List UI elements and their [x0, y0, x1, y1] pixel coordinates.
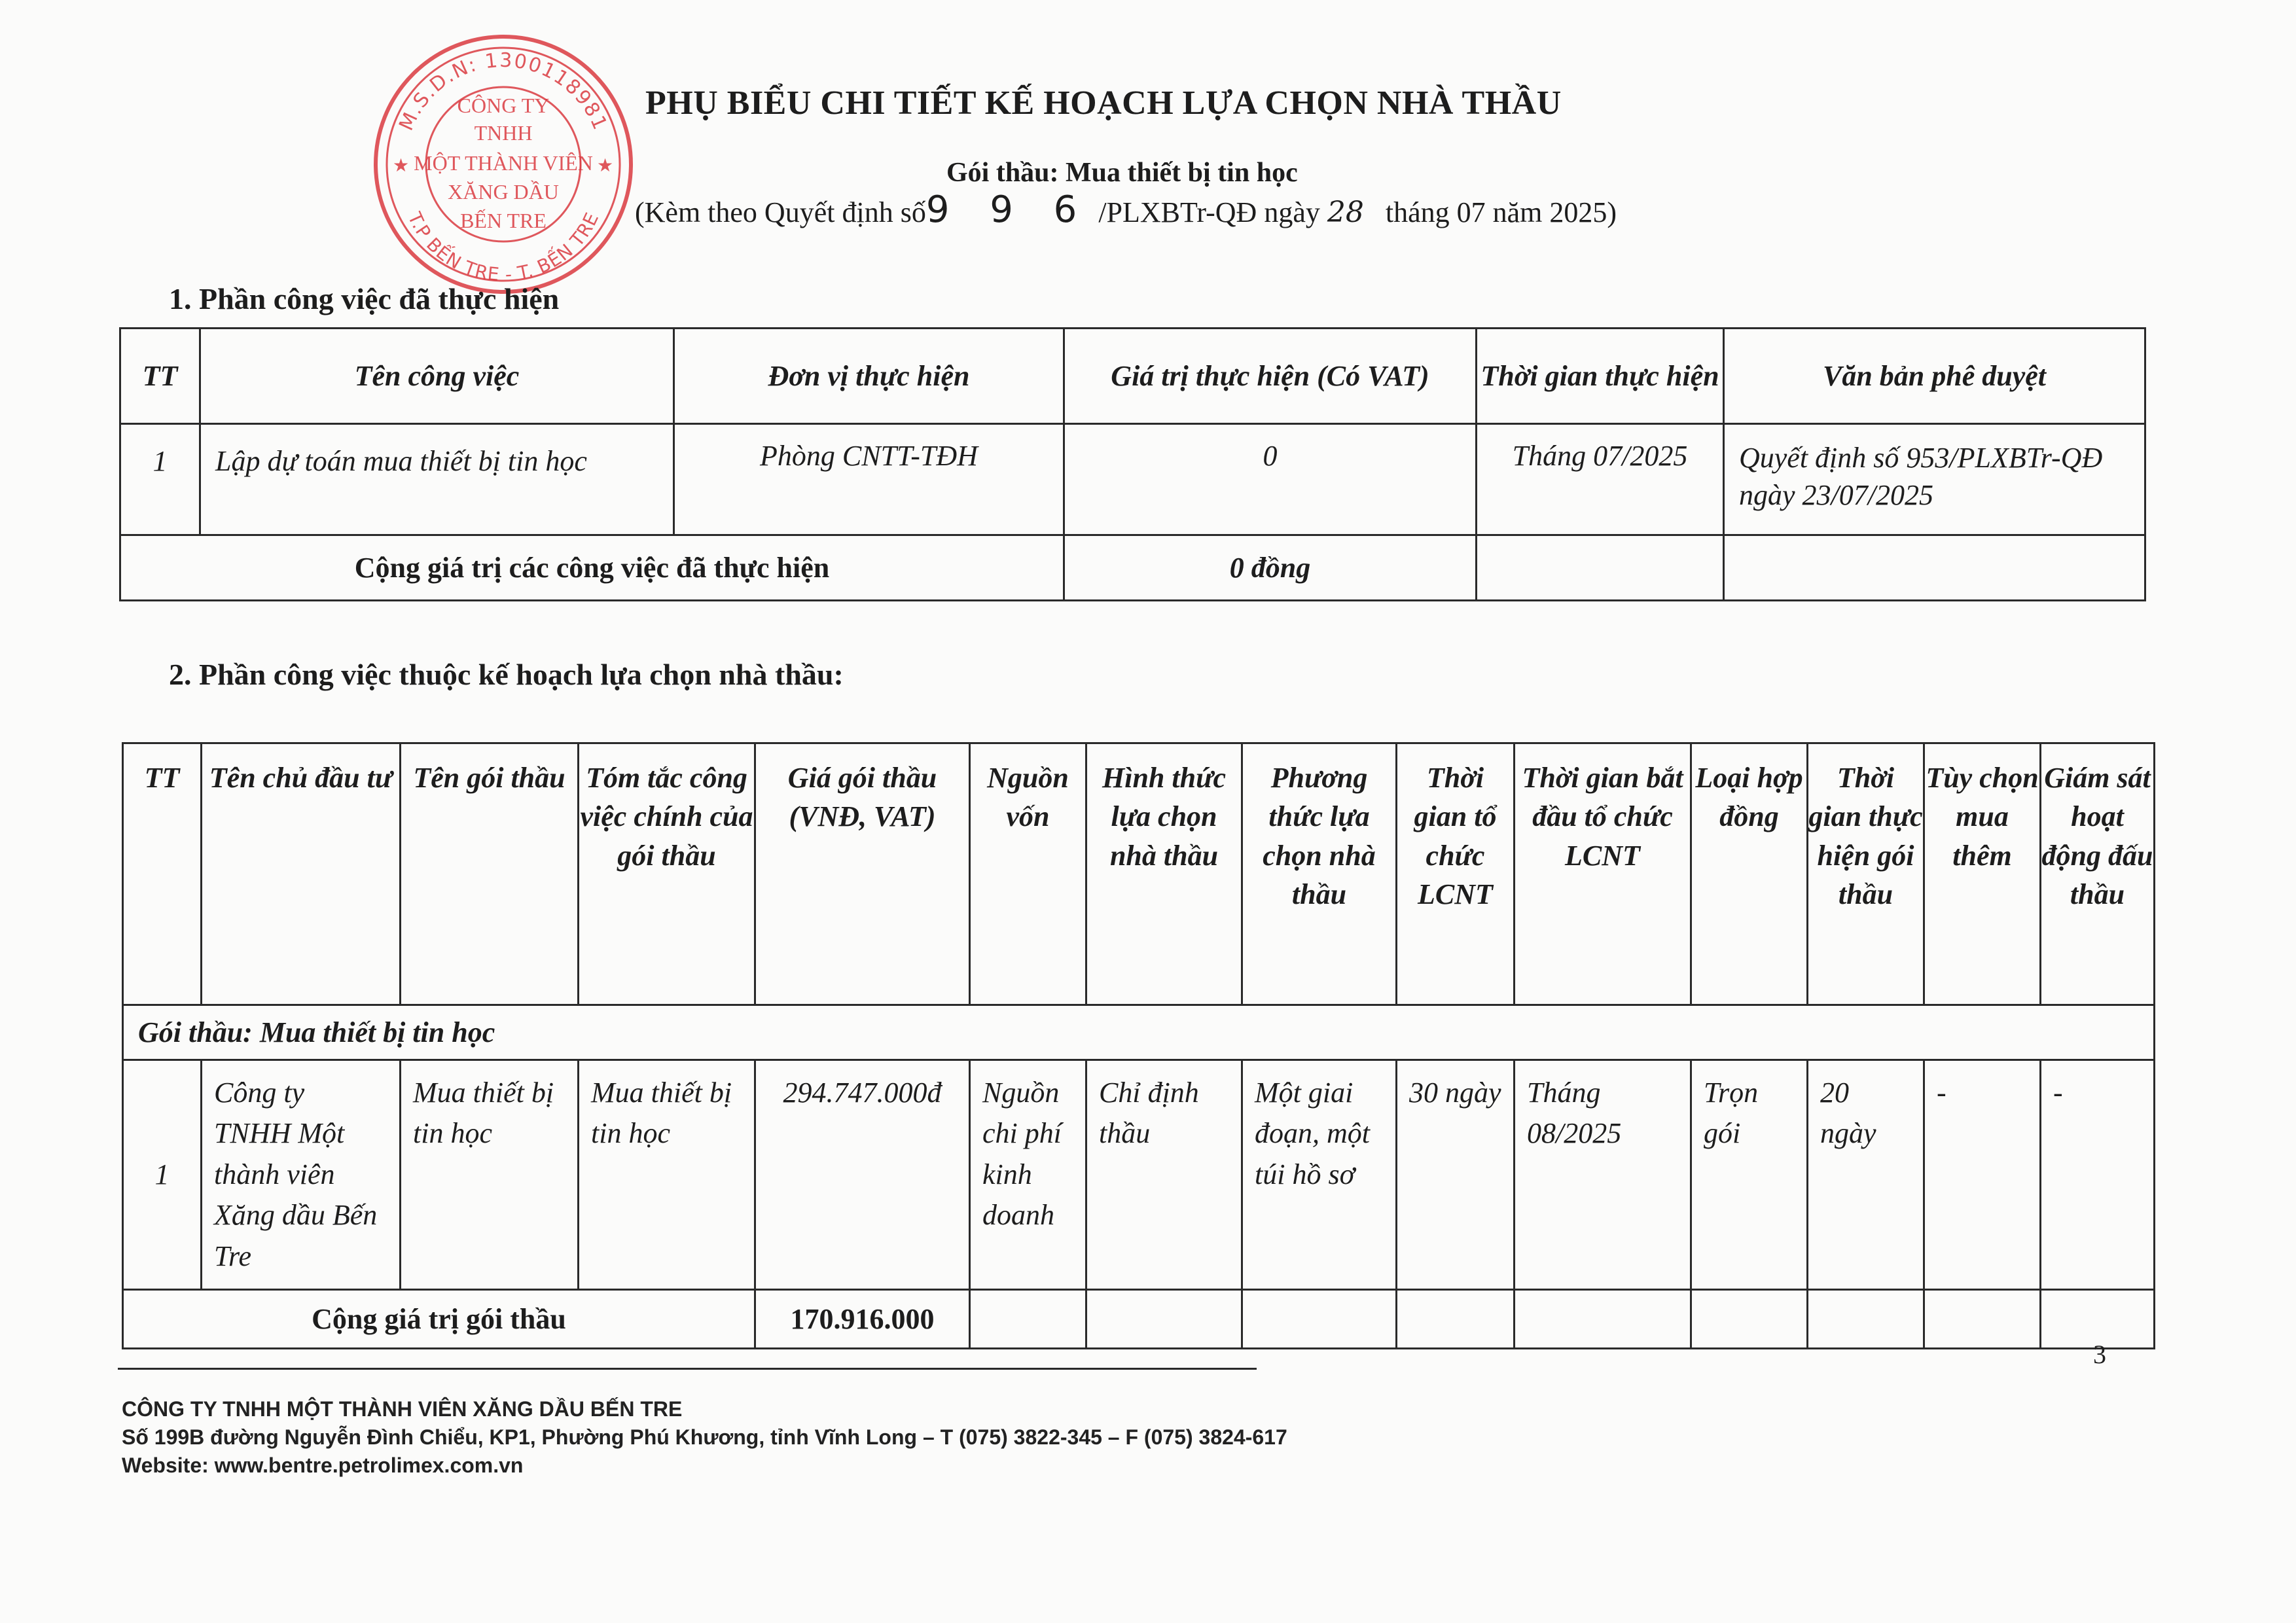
decision-reference [635, 188, 1617, 231]
decision-suffix: tháng 07 năm 2025) [1385, 196, 1617, 228]
col-header: Giá trị thực hiện (Có VAT) [1064, 329, 1477, 424]
decision-middle: /PLXBTr-QĐ ngày [1098, 196, 1320, 228]
table-cell: Công ty TNHH Một thành viên Xăng dầu Bến Tre [202, 1060, 401, 1290]
table-total-row [120, 535, 2145, 601]
decision-day: 28 [1327, 196, 1364, 229]
col-header: Văn bản phê duyệt [1724, 329, 2145, 424]
col-header: Hình thức lựa chọn nhà thầu [1086, 743, 1242, 1005]
document-title: PHỤ BIỂU CHI TIẾT KẾ HOẠCH LỰA CHỌN NHÀ THẦU [645, 84, 1562, 122]
table-cell: 1 [120, 424, 200, 535]
table-cell: Một giai đoạn, một túi hồ sơ [1242, 1060, 1397, 1290]
decision-number: 9 9 6 [925, 188, 1092, 231]
col-header: Đơn vị thực hiện [674, 329, 1064, 424]
package-subtitle: Gói thầu: Mua thiết bị tin học [946, 158, 1298, 188]
svg-text:★: ★ [393, 154, 410, 176]
table-cell: 0 [1064, 424, 1477, 535]
completed-work-table [119, 327, 2146, 601]
table-cell: Nguồn chi phí kinh doanh [970, 1060, 1086, 1290]
col-header: Nguồn vốn [970, 743, 1086, 1005]
svg-text:M.S.D.N: 1300118981: M.S.D.N: 1300118981 [395, 48, 612, 134]
footer [122, 1395, 1287, 1480]
table-cell: Lập dự toán mua thiết bị tin học [200, 424, 674, 535]
footer-company: CÔNG TY TNHH MỘT THÀNH VIÊN XĂNG DẦU BẾN TRE [122, 1397, 683, 1421]
col-header: Giám sát hoạt động đấu thầu [2041, 743, 2155, 1005]
table-cell: - [1924, 1060, 2041, 1290]
section2-heading: 2. Phần công việc thuộc kế hoạch lựa chọn nhà thầu: [169, 658, 844, 691]
col-header: Loại hợp đồng [1691, 743, 1808, 1005]
table-cell [970, 1290, 1086, 1349]
svg-text:★: ★ [597, 154, 614, 176]
col-header: TT [120, 329, 200, 424]
table-cell: 1 [123, 1060, 202, 1290]
table-header-row [123, 743, 2155, 1005]
table-cell [1086, 1290, 1242, 1349]
table-cell: 294.747.000đ [755, 1060, 970, 1290]
svg-text:T.P BẾN TRE - T. BẾN TRE: T.P BẾN TRE - T. BẾN TRE [403, 209, 603, 286]
table-row [120, 424, 2145, 535]
col-header: Tên công việc [200, 329, 674, 424]
col-header: Thời gian bắt đầu tổ chức LCNT [1515, 743, 1691, 1005]
col-header: Tùy chọn mua thêm [1924, 743, 2041, 1005]
footer-website: Website: www.bentre.petrolimex.com.vn [122, 1454, 524, 1478]
table-cell: Phòng CNTT-TĐH [674, 424, 1064, 535]
total-value: 0 đồng [1064, 535, 1477, 601]
company-seal-stamp [367, 27, 640, 301]
table-cell: Tháng 07/2025 [1477, 424, 1724, 535]
table-cell [1242, 1290, 1397, 1349]
procurement-plan-table [122, 742, 2155, 1349]
svg-text:TNHH: TNHH [474, 121, 533, 145]
total-label: Cộng giá trị các công việc đã thực hiện [120, 535, 1064, 601]
table-cell: Mua thiết bị tin học [401, 1060, 579, 1290]
table-header-row [120, 329, 2145, 424]
col-header: Thời gian tổ chức LCNT [1397, 743, 1515, 1005]
svg-text:CÔNG TY: CÔNG TY [457, 94, 550, 117]
col-header: Giá gói thầu (VNĐ, VAT) [755, 743, 970, 1005]
decision-prefix: (Kèm theo Quyết định số [635, 196, 926, 228]
table-cell [1515, 1290, 1691, 1349]
table-cell [1808, 1290, 1924, 1349]
table-cell: Quyết định số 953/PLXBTr-QĐ ngày 23/07/2025 [1724, 424, 2145, 535]
section1-heading: 1. Phần công việc đã thực hiện [169, 282, 560, 315]
table-cell [1724, 535, 2145, 601]
total-label: Cộng giá trị gói thầu [123, 1290, 755, 1349]
table-total-row [123, 1290, 2155, 1349]
col-header: Phương thức lựa chọn nhà thầu [1242, 743, 1397, 1005]
col-header: Thời gian thực hiện gói thầu [1808, 743, 1924, 1005]
svg-text:MỘT THÀNH VIÊN: MỘT THÀNH VIÊN [414, 151, 593, 175]
table-cell: 20 ngày [1808, 1060, 1924, 1290]
table-cell [1397, 1290, 1515, 1349]
page-number: 3 [2093, 1340, 2106, 1369]
col-header: Tên chủ đầu tư [202, 743, 401, 1005]
table-cell [1691, 1290, 1808, 1349]
table-cell: Chỉ định thầu [1086, 1060, 1242, 1290]
svg-text:BẾN TRE: BẾN TRE [460, 209, 547, 232]
svg-text:XĂNG DẦU: XĂNG DẦU [448, 180, 559, 204]
col-header: Thời gian thực hiện [1477, 329, 1724, 424]
table-cell [1924, 1290, 2041, 1349]
group-label: Gói thầu: Mua thiết bị tin học [123, 1005, 2155, 1060]
table-cell: Tháng 08/2025 [1515, 1060, 1691, 1290]
col-header: Tên gói thầu [401, 743, 579, 1005]
table-cell: - [2041, 1060, 2155, 1290]
total-value: 170.916.000 [755, 1290, 970, 1349]
table-row [123, 1060, 2155, 1290]
table-cell: 30 ngày [1397, 1060, 1515, 1290]
table-cell: Trọn gói [1691, 1060, 1808, 1290]
col-header: Tóm tắc công việc chính của gói thầu [579, 743, 755, 1005]
footer-address: Số 199B đường Nguyễn Đình Chiểu, KP1, Phường Phú Khương, tỉnh Vĩnh Long – T (075) 3822-345 – F (075) 3824-617 [122, 1425, 1287, 1450]
table-cell [1477, 535, 1724, 601]
table-cell: Mua thiết bị tin học [579, 1060, 755, 1290]
footer-divider [118, 1368, 1257, 1370]
group-row [123, 1005, 2155, 1060]
col-header: TT [123, 743, 202, 1005]
